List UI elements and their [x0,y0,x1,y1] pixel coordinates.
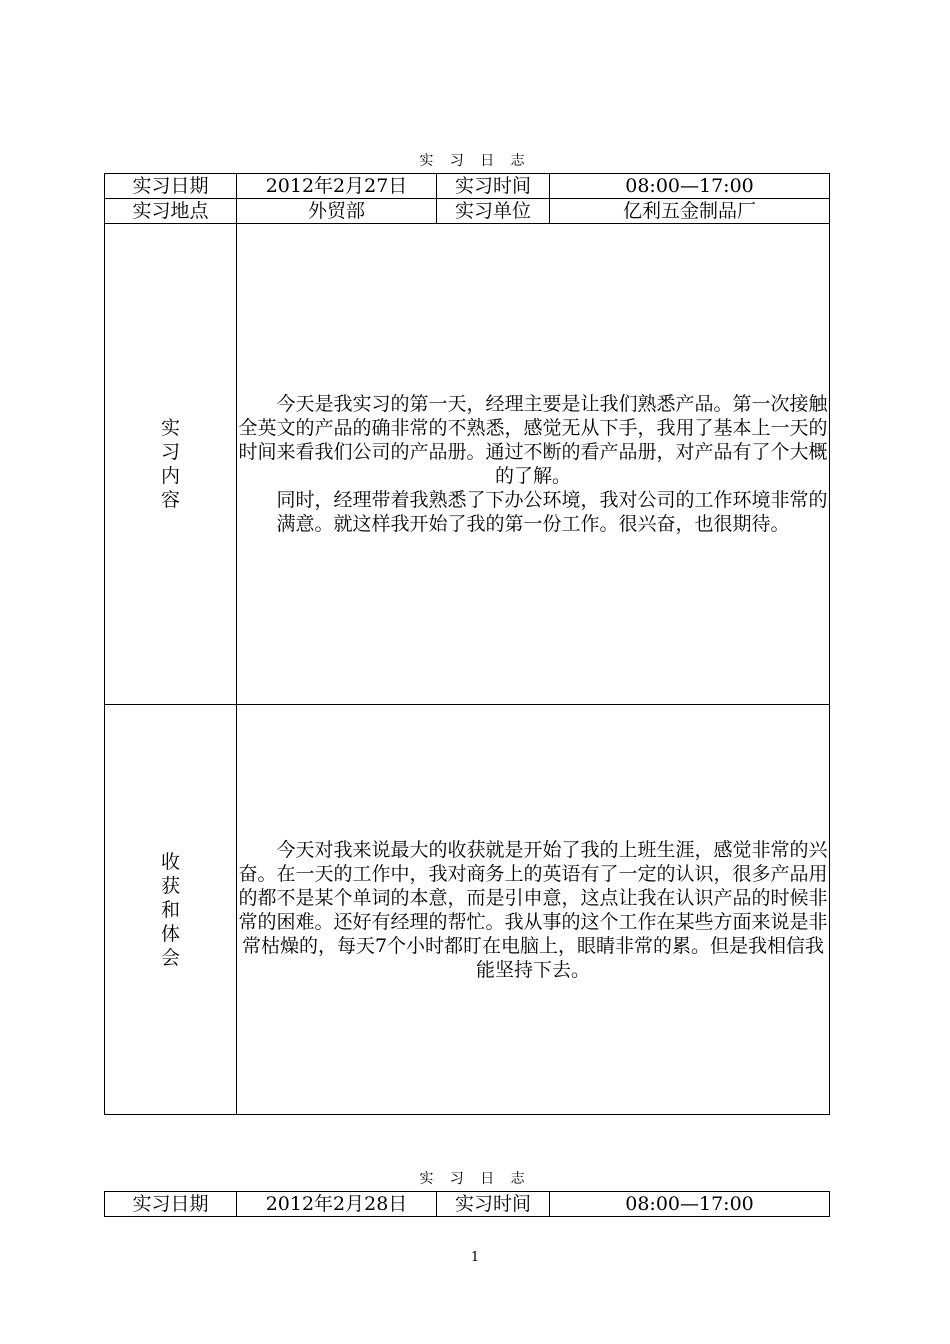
date-label: 实习日期 [105,1192,237,1217]
unit-label: 实习单位 [437,199,550,224]
gain-label-char: 和 [160,898,180,921]
date-value: 2012年2月28日 [237,1192,437,1217]
place-label: 实习地点 [105,199,237,224]
gain-label [105,705,237,1115]
page-number: 1 [470,1250,480,1265]
gain-text [237,705,830,1115]
content-label-char: 实 [160,417,180,439]
unit-value: 亿利五金制品厂 [550,199,830,224]
content-label-char: 容 [160,489,180,511]
gain-label-char: 获 [160,874,180,897]
time-value: 08:00—17:00 [550,1192,830,1217]
log-table-2 [104,1191,830,1217]
time-label: 实习时间 [437,174,550,199]
time-value: 08:00—17:00 [550,174,830,199]
date-label: 实习日期 [105,174,237,199]
content-paragraph: 今天是我实习的第一天，经理主要是让我们熟悉产品。第一次接触全英文的产品的确非常的不熟悉，感觉无从下手，我用了基本上一天的时间来看我们公司的产品册。通过不断的看产品册，对产品有了个大概的了解。 [238,393,828,487]
log-table-1 [104,173,830,1115]
date-value: 2012年2月27日 [237,174,437,199]
gain-label-char: 收 [160,850,180,873]
content-paragraph: 同时，经理带着我熟悉了下办公环境，我对公司的工作环境非常的满意。就这样我开始了我的第一份工作。很兴奋，也很期待。 [276,489,828,535]
time-label: 实习时间 [437,1192,550,1217]
log-title: 实 习 日 志 [419,153,531,169]
gain-label-char: 体 [160,922,180,945]
content-text [237,224,830,705]
gain-paragraph: 今天对我来说最大的收获就是开始了我的上班生涯，感觉非常的兴奋。在一天的工作中，我对商务上的英语有了一定的认识，很多产品用的都不是某个单词的本意，而是引申意，这点让我在认识产品的时候非常的困难。还好有经理的帮忙。我从事的这个工作在某些方面来说是非常枯燥的，每天7个小时都盯在电脑上，眼睛非常的累。但是我相信我能坚持下去。 [238,838,828,981]
gain-label-char: 会 [160,946,180,969]
place-value: 外贸部 [237,199,437,224]
content-label-char: 习 [160,441,180,463]
content-label [105,224,237,705]
content-label-char: 内 [160,465,180,487]
log-title-2: 实 习 日 志 [419,1171,531,1187]
